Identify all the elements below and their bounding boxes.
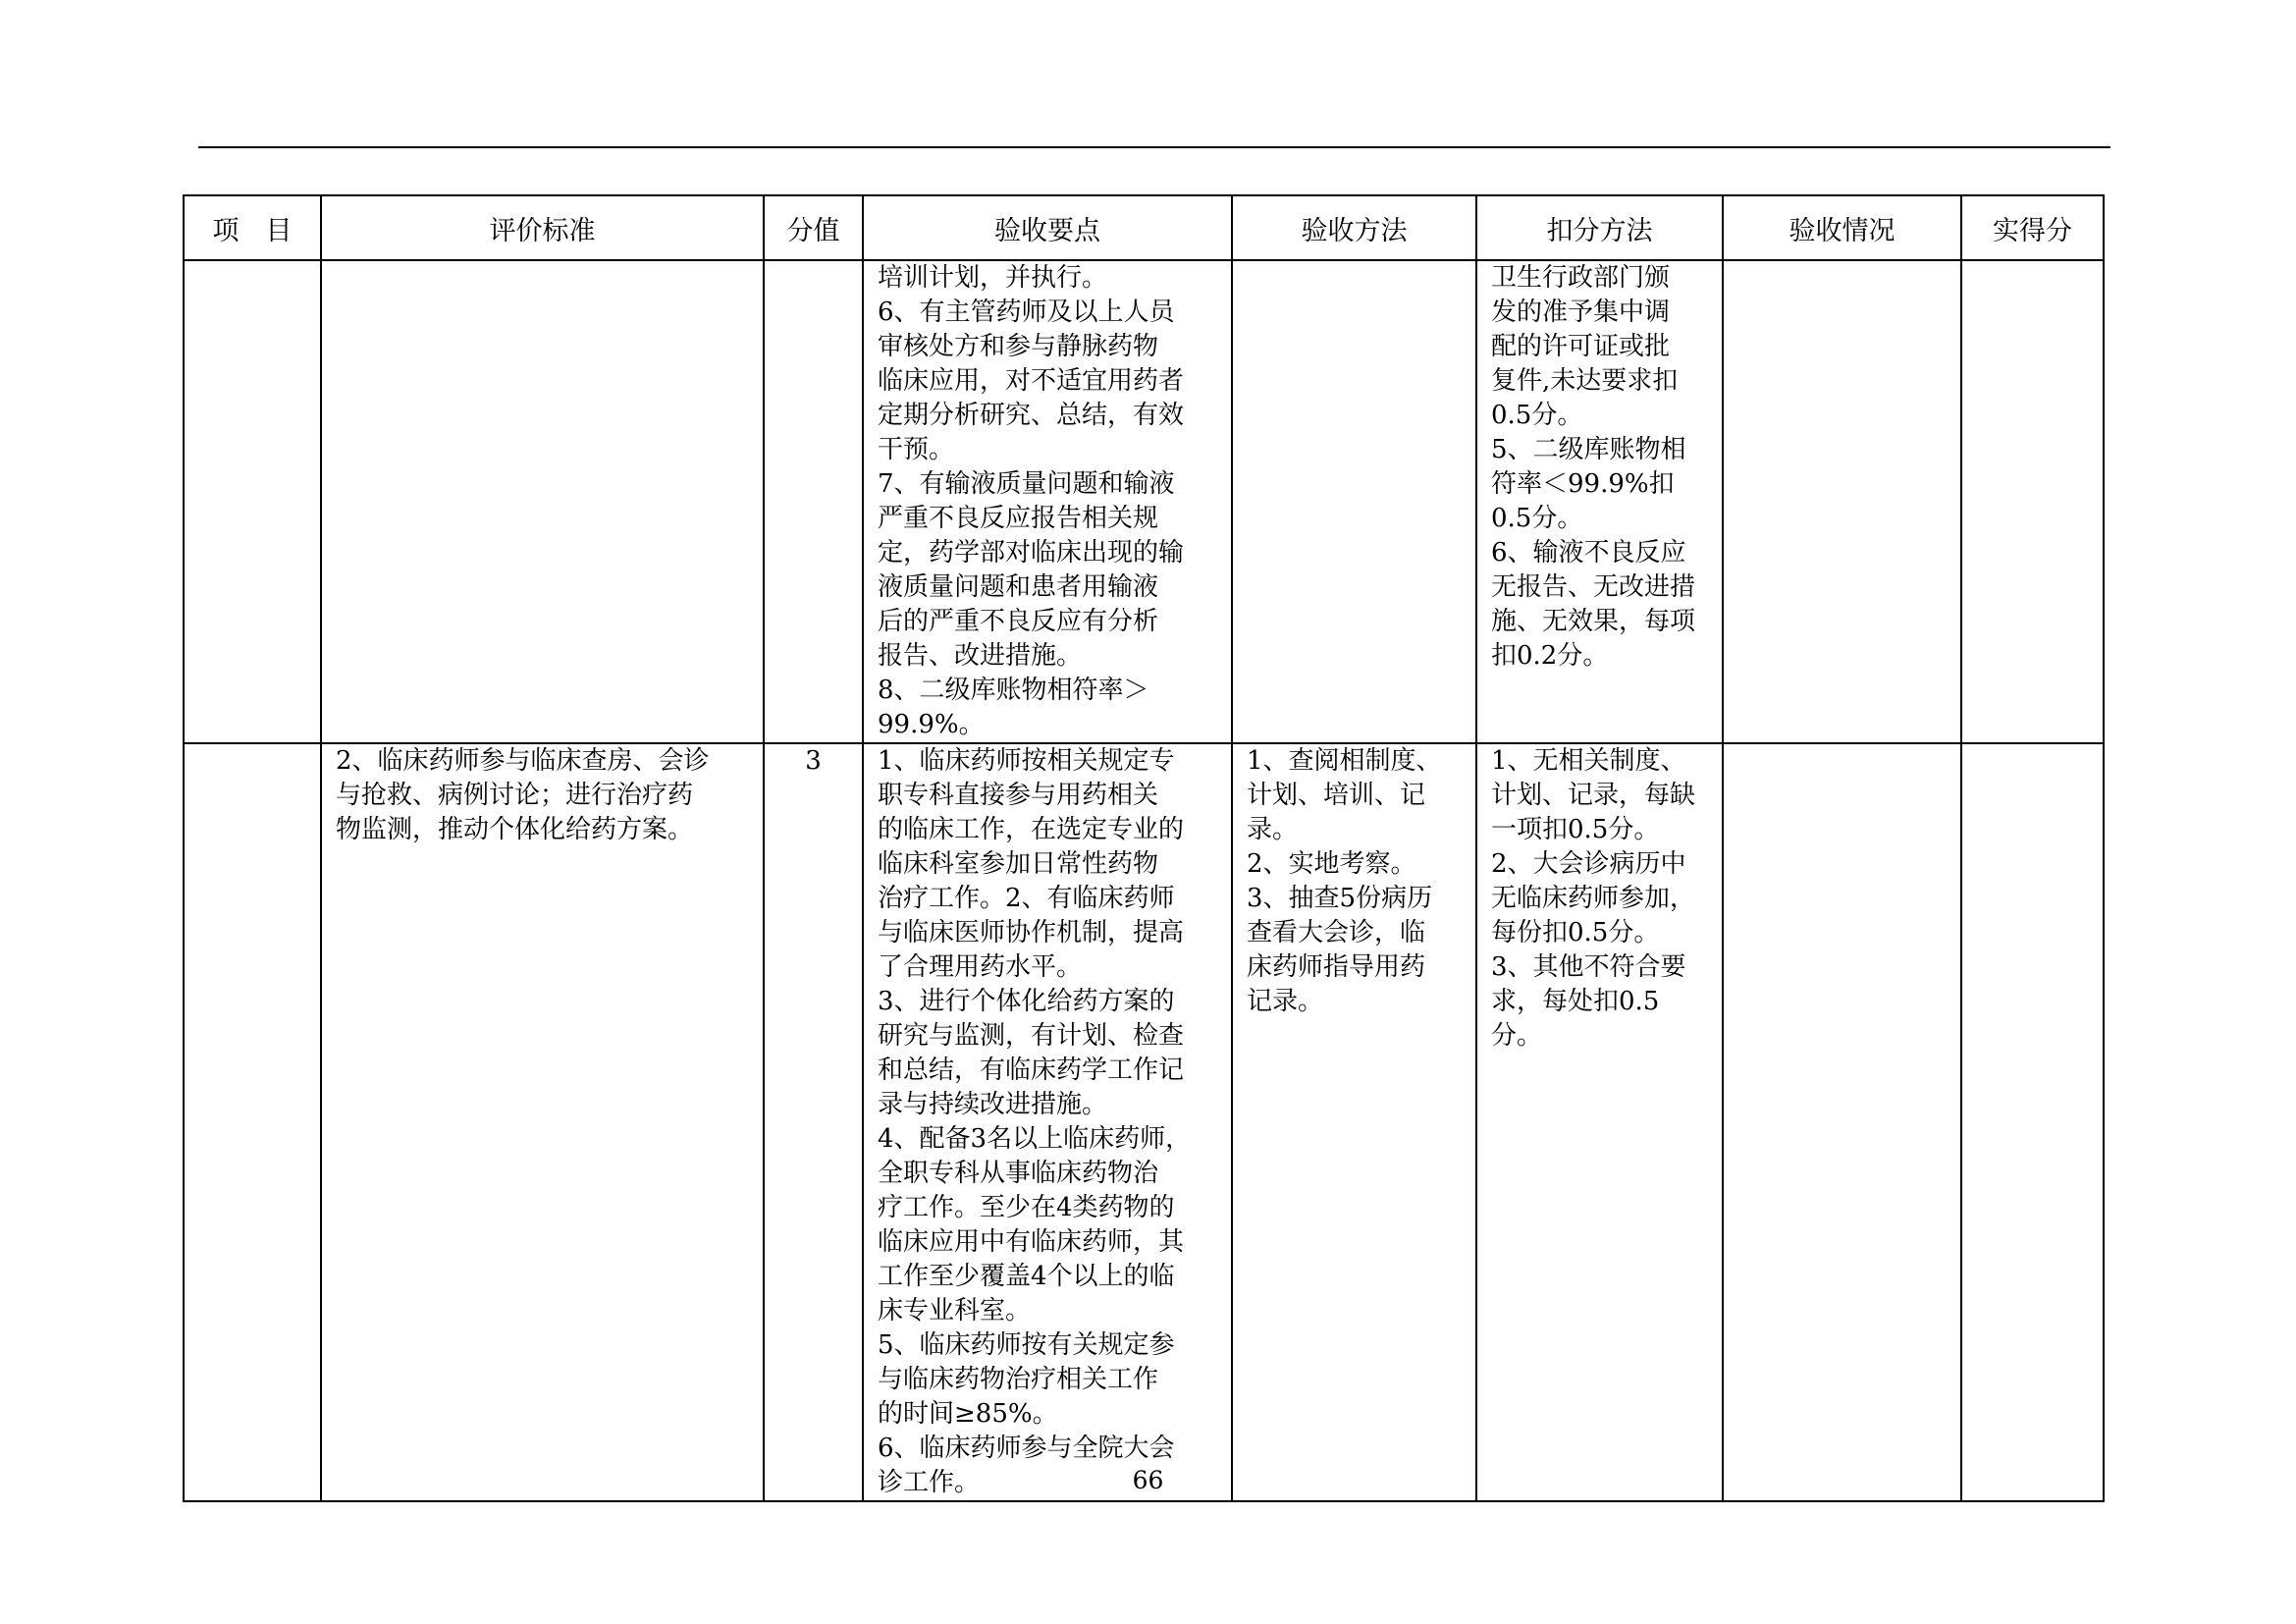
row1-method-cell <box>1232 260 1476 743</box>
key-point-line: 床专业科室。 <box>878 1296 1032 1326</box>
table-row <box>184 260 2104 743</box>
table-row <box>184 743 2104 1501</box>
deduction-line: 无报告、无改进措 <box>1491 572 1696 602</box>
key-point-line: 临床应用，对不适宜用药者 <box>878 366 1185 396</box>
method-line: 查看大会诊，临 <box>1247 918 1426 947</box>
header-actual-score: 实得分 <box>1961 195 2104 260</box>
deduction-line: 分。 <box>1491 1021 1543 1051</box>
row2-status-cell <box>1723 743 1961 1501</box>
row1-key-points-cell <box>863 260 1232 743</box>
deduction-line: 发的准予集中调 <box>1491 298 1671 327</box>
deduction-line: 卫生行政部门颁 <box>1491 263 1671 293</box>
key-point-line: 职专科直接参与用药相关 <box>878 781 1159 810</box>
row2-deduction-cell <box>1476 743 1723 1501</box>
deduction-line: 无临床药师参加， <box>1491 884 1696 913</box>
key-point-line: 诊工作。 <box>878 1468 981 1497</box>
deduction-line: 每份扣0.5分。 <box>1491 918 1660 947</box>
key-point-line: 培训计划，并执行。 <box>878 263 1108 293</box>
row2-method-cell <box>1232 743 1476 1501</box>
deduction-line: 求，每处扣0.5 <box>1491 987 1660 1016</box>
deduction-line: 配的许可证或批 <box>1491 332 1671 361</box>
deduction-line: 计划、记录，每缺 <box>1491 781 1696 810</box>
deduction-line: 0.5分。 <box>1491 401 1583 430</box>
key-point-line: 99.9%。 <box>878 710 985 739</box>
key-point-line: 定，药学部对临床出现的输 <box>878 538 1185 568</box>
method-line: 3、抽查5份病历 <box>1247 884 1433 913</box>
row1-criteria-cell <box>321 260 764 743</box>
key-point-line: 的临床工作，在选定专业的 <box>878 815 1185 844</box>
table-header-row <box>184 195 2104 260</box>
deduction-line: 复件,未达要求扣 <box>1491 366 1679 396</box>
key-point-line: 报告、改进措施。 <box>878 641 1083 671</box>
header-score: 分值 <box>764 195 863 260</box>
key-point-line: 3、进行个体化给药方案的 <box>878 987 1175 1016</box>
header-status: 验收情况 <box>1723 195 1961 260</box>
key-point-line: 严重不良反应报告相关规 <box>878 504 1159 533</box>
header-deduction: 扣分方法 <box>1476 195 1723 260</box>
key-point-line: 与临床医师协作机制，提高 <box>878 918 1185 947</box>
key-point-line: 和总结，有临床药学工作记 <box>878 1056 1185 1085</box>
method-line: 记录。 <box>1247 987 1324 1016</box>
header-criteria: 评价标准 <box>321 195 764 260</box>
method-line: 床药师指导用药 <box>1247 952 1426 982</box>
key-point-line: 7、有输液质量问题和输液 <box>878 469 1175 499</box>
row1-score-cell <box>764 260 863 743</box>
row2-actual-score-cell <box>1961 743 2104 1501</box>
deduction-line: 5、二级库账物相 <box>1491 435 1686 464</box>
key-point-line: 临床科室参加日常性药物 <box>878 849 1159 879</box>
deduction-line: 扣0.2分。 <box>1491 641 1609 671</box>
row1-deduction-cell <box>1476 260 1723 743</box>
row1-item-cell <box>184 260 321 743</box>
key-point-line: 审核处方和参与静脉药物 <box>878 332 1159 361</box>
row2-item-cell <box>184 743 321 1501</box>
method-line: 1、查阅相制度、 <box>1247 746 1442 776</box>
row2-criteria-cell <box>321 743 764 1501</box>
key-point-line: 6、临床药师参与全院大会 <box>878 1434 1175 1463</box>
key-point-line: 的时间≥85%。 <box>878 1399 1058 1429</box>
deduction-line: 施、无效果，每项 <box>1491 607 1696 636</box>
key-point-line: 临床应用中有临床药师，其 <box>878 1227 1185 1257</box>
key-point-line: 后的严重不良反应有分析 <box>878 607 1159 636</box>
deduction-line: 1、无相关制度、 <box>1491 746 1686 776</box>
key-point-line: 液质量问题和患者用输液 <box>878 572 1159 602</box>
key-point-line: 4、配备3名以上临床药师， <box>878 1124 1192 1154</box>
row2-key-points-cell <box>863 743 1232 1501</box>
deduction-line: 0.5分。 <box>1491 504 1583 533</box>
evaluation-table <box>183 194 2105 1502</box>
key-point-line: 1、临床药师按相关规定专 <box>878 746 1175 776</box>
deduction-line: 一项扣0.5分。 <box>1491 815 1660 844</box>
header-item: 项 目 <box>184 195 321 260</box>
row1-status-cell <box>1723 260 1961 743</box>
key-point-line: 全职专科从事临床药物治 <box>878 1159 1159 1188</box>
method-line: 计划、培训、记 <box>1247 781 1426 810</box>
criteria-line: 2、临床药师参与临床查房、会诊 <box>336 746 710 776</box>
criteria-line: 物监测，推动个体化给药方案。 <box>336 815 694 844</box>
key-point-line: 定期分析研究、总结，有效 <box>878 401 1185 430</box>
page-number: 66 <box>1132 1466 1164 1494</box>
key-point-line: 5、临床药师按有关规定参 <box>878 1330 1175 1360</box>
row1-actual-score-cell <box>1961 260 2104 743</box>
row2-score-cell: 3 <box>764 743 863 1501</box>
key-point-line: 6、有主管药师及以上人员 <box>878 298 1175 327</box>
deduction-line: 符率＜99.9%扣 <box>1491 469 1675 499</box>
key-point-line: 治疗工作。2、有临床药师 <box>878 884 1175 913</box>
deduction-line: 3、其他不符合要 <box>1491 952 1686 982</box>
method-line: 2、实地考察。 <box>1247 849 1416 879</box>
deduction-line: 6、输液不良反应 <box>1491 538 1686 568</box>
method-line: 录。 <box>1247 815 1299 844</box>
criteria-line: 与抢救、病例讨论；进行治疗药 <box>336 781 694 810</box>
key-point-line: 干预。 <box>878 435 955 464</box>
deduction-line: 2、大会诊病历中 <box>1491 849 1686 879</box>
header-rule <box>198 146 2110 148</box>
key-point-line: 疗工作。至少在4类药物的 <box>878 1193 1175 1222</box>
header-key-points: 验收要点 <box>863 195 1232 260</box>
key-point-line: 与临床药物治疗相关工作 <box>878 1365 1159 1394</box>
key-point-line: 8、二级库账物相符率＞ <box>878 676 1149 705</box>
key-point-line: 工作至少覆盖4个以上的临 <box>878 1262 1175 1291</box>
key-point-line: 研究与监测，有计划、检查 <box>878 1021 1185 1051</box>
header-method: 验收方法 <box>1232 195 1476 260</box>
key-point-line: 了合理用药水平。 <box>878 952 1083 982</box>
key-point-line: 录与持续改进措施。 <box>878 1090 1108 1119</box>
